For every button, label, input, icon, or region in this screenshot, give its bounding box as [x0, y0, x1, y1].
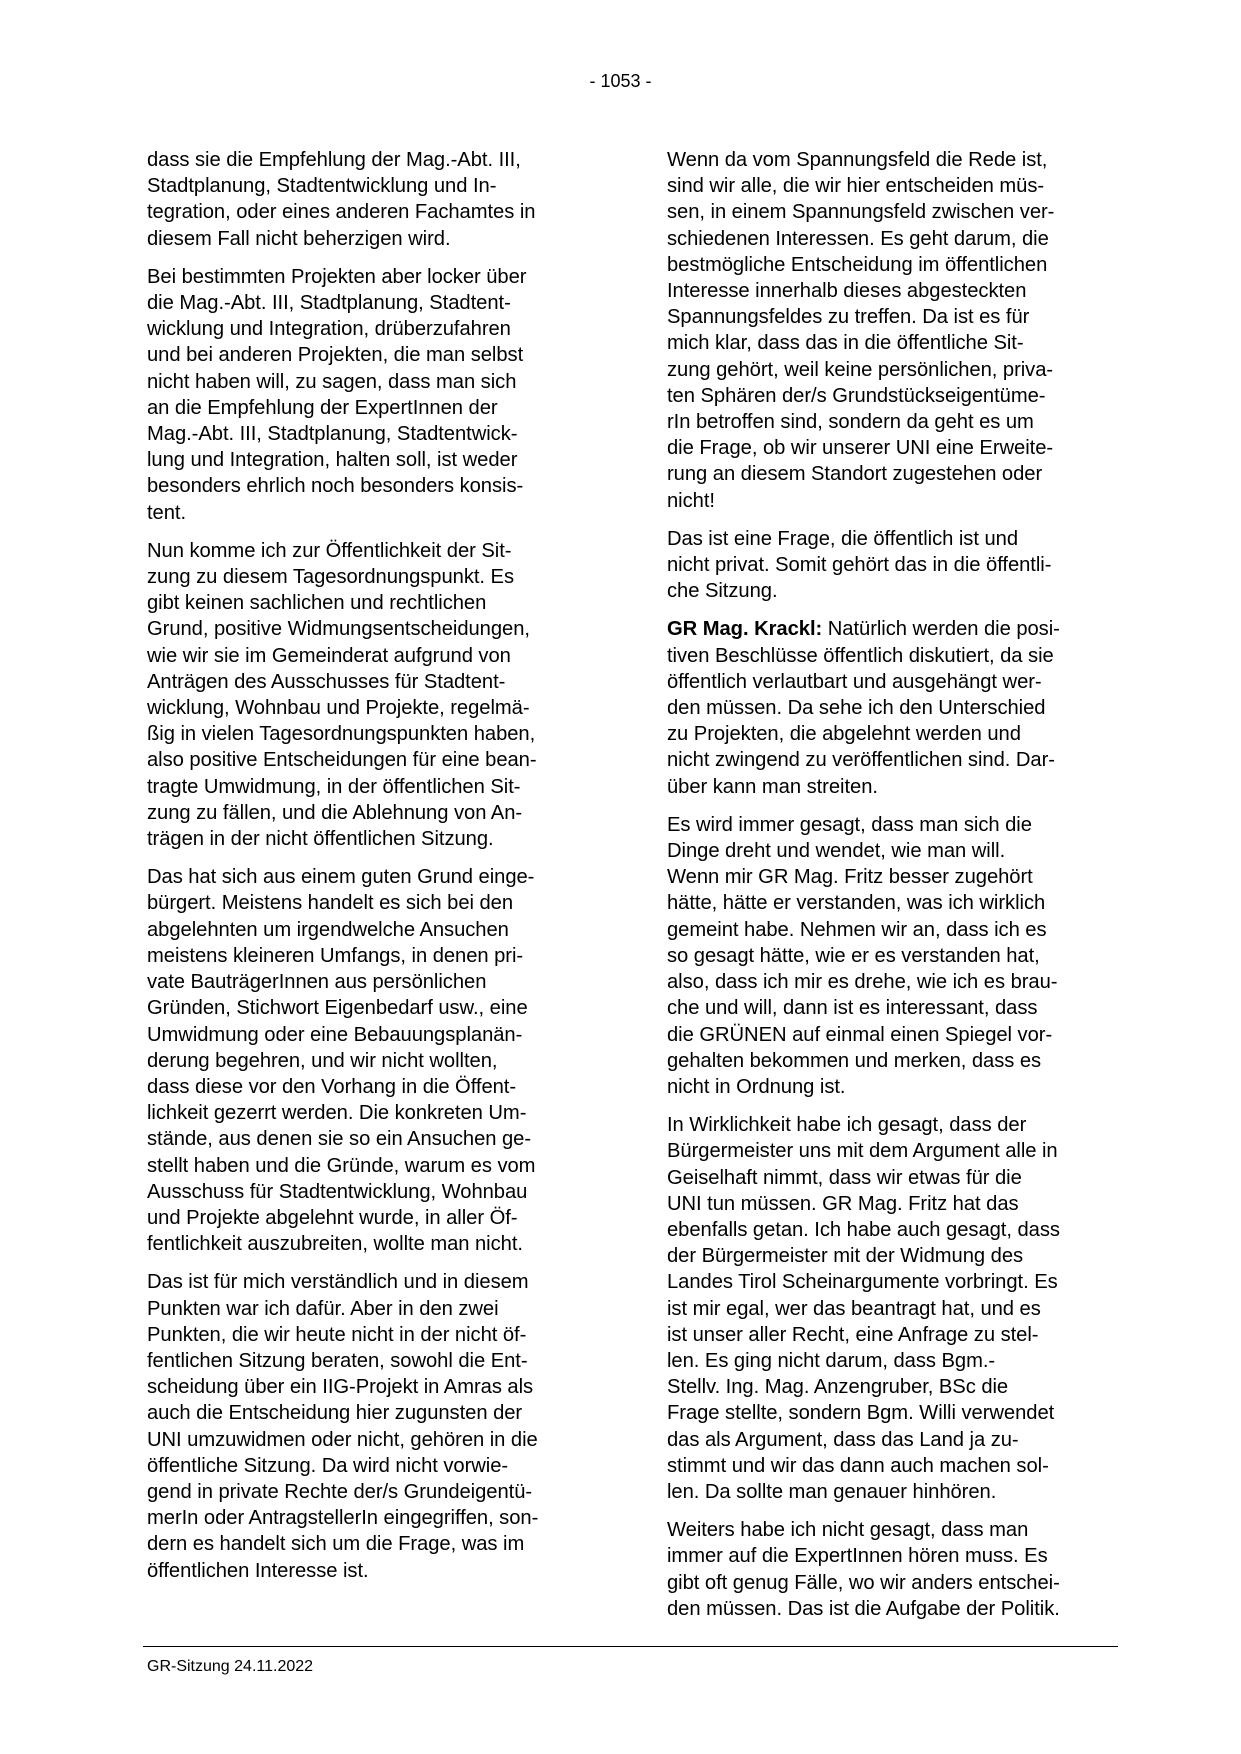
paragraph: Wenn da vom Spannungsfeld die Rede ist, sind wir alle, die wir hier entscheiden müs- sen, in einem Spannungsfeld zwischen ver- schiedenen Interessen. Es geht darum, die bestmögliche Entscheidung im öffentlichen Interesse innerhalb dieses abgesteckten Spannungsfeldes zu treffen. Da ist es für mich klar, dass das in die öffentliche Sit- zung gehört, weil keine persönlichen, priva- ten Sphären der/s Grundstückseigentüme- rIn betroffen sind, sondern da geht es um die Frage, ob wir unserer UNI eine Erweite- rung an diesem Standort zugestehen oder nicht! — [667, 149, 1055, 512]
footer-session-date: GR-Sitzung 24.11.2022 — [147, 1658, 314, 1675]
paragraph: In Wirklichkeit habe ich gesagt, dass der Bürgermeister uns mit dem Argument alle in Geiselhaft nimmt, dass wir etwas für die UNI tun müssen. GR Mag. Fritz hat das ebenfalls getan. Ich habe auch gesagt, dass der Bürgermeister mit der Widmung des Landes Tirol Scheinargumente vorbringt. Es ist mir egal, wer das beantragt hat, und es ist unser aller Recht, eine Anfrage zu stel- len. Es ging nicht darum, dass Bgm.- Stellv. Ing. Mag. Anzengruber, BSc die Frage stellte, sondern Bgm. Willi verwendet das als Argument, dass das Land ja zu- stimmt und wir das dann auch machen sol- len. Da sollte man genauer hinhören. — [667, 1114, 1060, 1503]
paragraph: Nun komme ich zur Öffentlichkeit der Sit- zung zu diesem Tagesordnungspunkt. Es gibt keinen sachlichen und rechtlichen Grund, positive Widmungsentscheidungen, wie wir sie im Gemeinderat aufgrund von Anträgen des Ausschusses für Stadtent- wicklung, Wohnbau und Projekte, regelmä- ßig in vielen Tagesordnungspunkten haben, also positive Entscheidungen für eine bean- tragte Umwidmung, in der öffentlichen Sit- zung zu fällen, und die Ablehnung von An- trägen in der nicht öffentlichen Sitzung. — [147, 539, 537, 851]
right-column — [667, 147, 1125, 1634]
footer-divider — [143, 1646, 1118, 1647]
speaker-text: Natürlich werden die posi- tiven Beschlüsse öffentlich diskutiert, da sie öffentlich verlautbart und ausgehängt wer- den müssen. Da sehe ich den Unterschied zu Projekten, die abgelehnt werden und nicht zwingend zu veröffentlichen sind. Dar- über kann man streiten. — [667, 618, 1060, 798]
paragraph: Das ist eine Frage, die öffentlich ist und nicht privat. Somit gehört das in die öffentli- che Sitzung. — [667, 527, 1052, 603]
paragraph: Das ist für mich verständlich und in diesem Punkten war ich dafür. Aber in den zwei Punkten, die wir heute nicht in der nicht öf- fentlichen Sitzung beraten, sowohl die Ent- scheidung über ein IIG-Projekt in Amras als auch die Entscheidung hier zugunsten der UNI umzuwidmen oder nicht, gehören in die öffentliche Sitzung. Da wird nicht vorwie- gend in private Rechte der/s Grundeigentü- merIn oder AntragstellerIn eingegriffen, son- dern es handelt sich um die Frage, was im öffentlichen Interesse ist. — [147, 1271, 539, 1582]
paragraph: Es wird immer gesagt, dass man sich die Dinge dreht und wendet, wie man will. Wenn mir GR Mag. Fritz besser zugehört hätte, hätte er verstanden, was ich wirklich gemeint habe. Nehmen wir an, dass ich es so gesagt hätte, wie er es verstanden hat, also, dass ich mir es drehe, wie ich es brau- che und will, dann ist es interessant, dass die GRÜNEN auf einmal einen Spiegel vor- gehalten bekommen und merken, dass es nicht in Ordnung ist. — [667, 813, 1058, 1098]
left-column — [147, 147, 605, 1596]
paragraph: Bei bestimmten Projekten aber locker über die Mag.-Abt. III, Stadtplanung, Stadtent- wicklung und Integration, drüberzufahren und bei anderen Projekten, die man selbst nicht haben will, zu sagen, dass man sich an die Empfehlung der ExpertInnen der Mag.-Abt. III, Stadtplanung, Stadtentwick- lung und Integration, halten soll, ist weder besonders ehrlich noch besonders konsis- tent. — [147, 265, 527, 524]
speaker-name: GR Mag. Krackl: — [667, 618, 823, 641]
paragraph: Das hat sich aus einem guten Grund einge- bürgert. Meistens handelt es sich bei den abgelehnten um irgendwelche Ansuchen meistens kleineren Umfangs, in denen pri- vate BauträgerInnen aus persönlichen Gründen, Stichwort Eigenbedarf usw., eine Umwidmung oder eine Bebauungsplanän- derung begehren, und wir nicht wollten, dass diese vor den Vorhang in die Öffent- lichkeit gezerrt werden. Die konkreten Um- stände, aus denen sie so ein Ansuchen ge- stellt haben und die Gründe, warum es vom Ausschuss für Stadtentwicklung, Wohnbau und Projekte abgelehnt wurde, in aller Öf- fentlichkeit auszubreiten, wollte man nicht. — [147, 866, 536, 1256]
speaker-paragraph — [667, 616, 1125, 799]
paragraph: Weiters habe ich nicht gesagt, dass man immer auf die ExpertInnen hören muss. Es gibt oft genug Fälle, wo wir anders entschei- den müssen. Das ist die Aufgabe der Politik. — [667, 1519, 1060, 1620]
page-number: - 1053 - — [589, 71, 652, 91]
paragraph: dass sie die Empfehlung der Mag.-Abt. III, Stadtplanung, Stadtentwicklung und In- tegration, oder eines anderen Fachamtes in diesem Fall nicht beherzigen wird. — [147, 149, 536, 250]
